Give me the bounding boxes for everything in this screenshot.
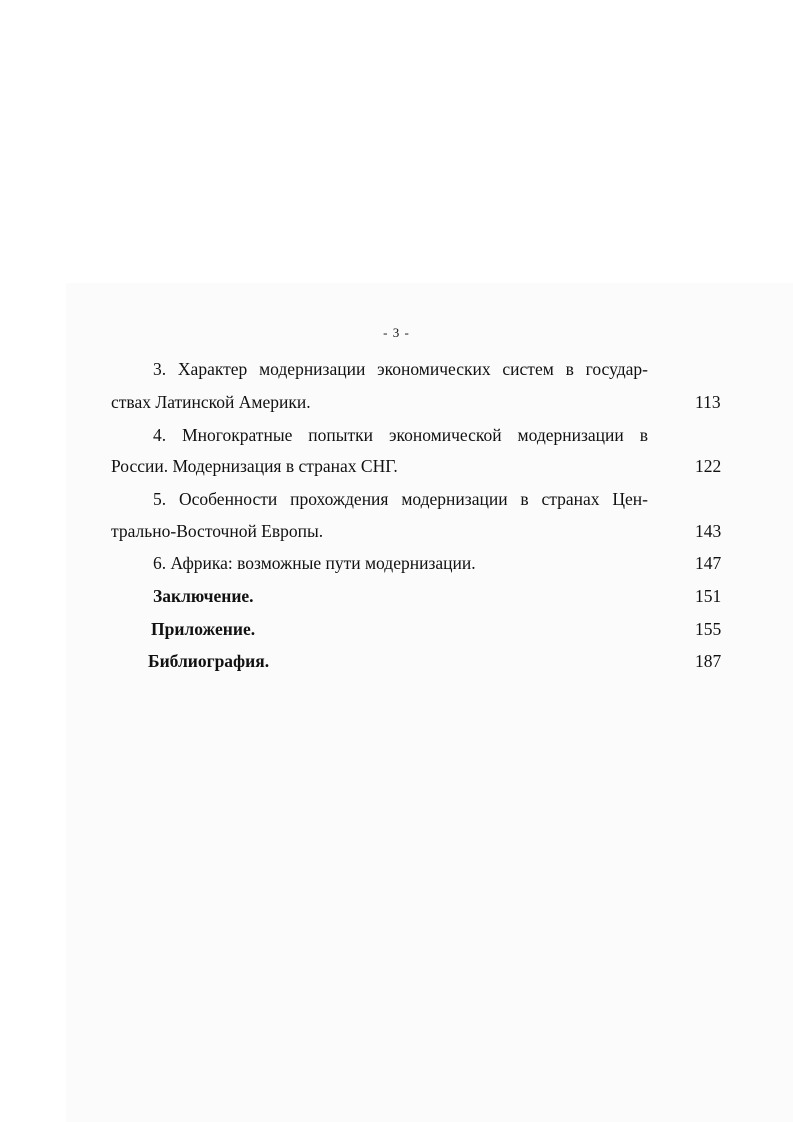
toc-entry-6-page: 147 <box>695 553 722 573</box>
toc-entry-5-line-2: трально-Восточной Европы. <box>111 521 324 541</box>
toc-entry-5-page: 143 <box>695 521 722 541</box>
toc-appendix: Приложение. <box>151 619 256 639</box>
toc-entry-3-line-2: ствах Латинской Америки. <box>111 392 311 412</box>
toc-bibliography-page: 187 <box>695 651 722 671</box>
toc-entry-6: 6. Африка: возможные пути модернизации. <box>153 553 476 573</box>
toc-conclusion-page: 151 <box>695 586 722 606</box>
page-number: - 3 - <box>383 325 410 340</box>
toc-entry-4-line-1: 4. Многократные попытки экономической модернизации в <box>153 425 648 445</box>
toc-appendix-page: 155 <box>695 619 722 639</box>
toc-entry-4-line-2: России. Модернизация в странах СНГ. <box>111 456 398 476</box>
toc-conclusion: Заключение. <box>153 586 254 606</box>
toc-entry-5-line-1: 5. Особенности прохождения модернизации в странах Цен- <box>153 489 648 509</box>
toc-entry-3-page: 113 <box>695 392 721 412</box>
toc-entry-4-page: 122 <box>695 456 722 476</box>
toc-bibliography: Библиография. <box>148 651 270 671</box>
toc-entry-3-line-1: 3. Характер модернизации экономических систем в государ- <box>153 359 648 379</box>
